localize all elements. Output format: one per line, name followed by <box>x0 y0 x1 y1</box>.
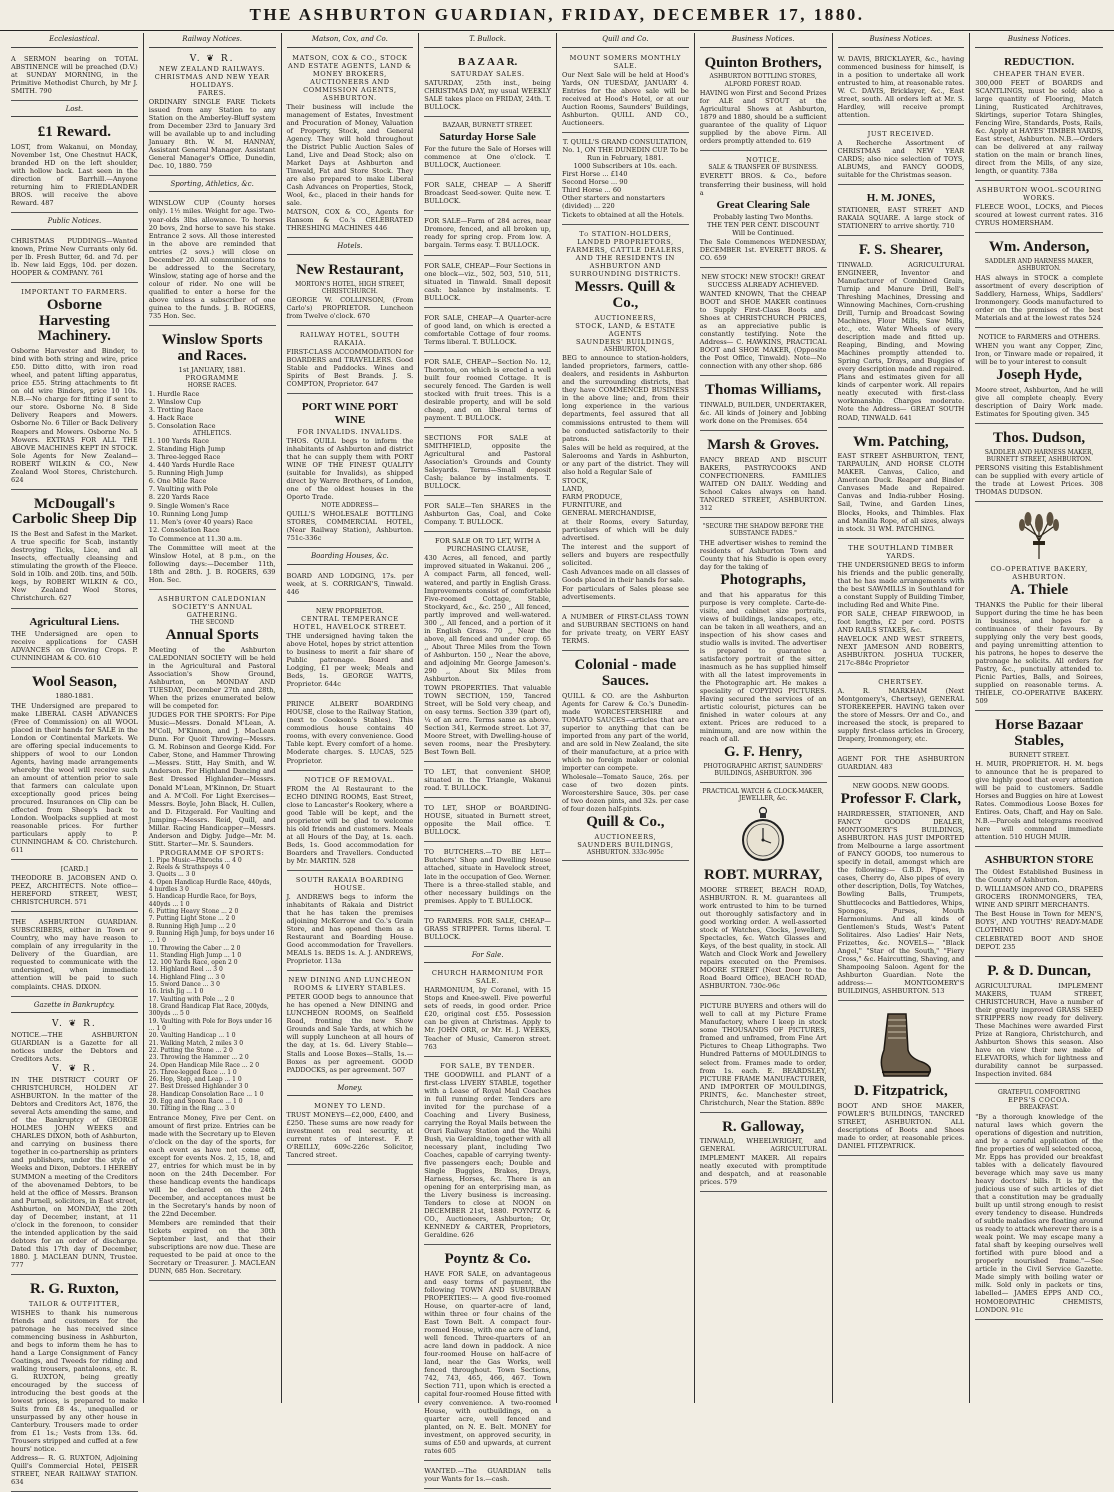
ad-matson: MATSON, COX & CO., STOCK AND ESTATE AGENTS, LAND & MONEY BROKERS, AUCTIONEERS AND COMMISSION AGENTS, ASHBURTON. Their business will include the management of Estates, Investment and Procuration of Money, Valuation of Property, Stock, and General Agency. They will hold throughout the District Public Auction Sales of Land, Live and Dead Stock; also on Market Days at Ashburton and Tinwald, Fat and Store Stock. They are also prepared to make Liberal Cash Advances on Properties, Stock, Wool, &c., placed in their hands for sale. MATSON, COX & CO., Agents for Ransom & Co.'s CELEBRATED THRESHING MACHINES 446 <box>287 51 414 239</box>
ad-shearer: F. S. Shearer, TINWALD. AGRICULTURAL ENGINEER, Inventor and Manufacturer of Combined Grain, Turnip and Manure Drill, Bell's Threshing Machines, Dressing and Winnowing Machines, Corn-crushing Drill, Turnip and Broadcast Sowing Machines, Flour Mills, Saw Mills, etc., etc. Water Wheels of every description made and fitted up. Reaping, Binding, and Mowing Machines promptly attended to. Spring Carts, Drays, and Buggies of every description made and repaired. Plans and estimates given for all kinds of carpenter work. All repairs neatly executed with first-class workmanship. Charges moderate. Note the Address— GREAT SOUTH ROAD, TINWALD. 641 <box>838 238 965 427</box>
list-item: Second Horse ... 90 <box>562 177 628 186</box>
list-item: 3. Three-legged Race <box>148 453 221 462</box>
ad-farmers: TO FARMERS. FOR SALE, CHEAP—GRASS STRIPPER. Terms liberal. T. BULLOCK. <box>424 913 551 947</box>
ad-puddings: CHRISTMAS PUDDINGS—Wanted known, Prime New Currants only 6d. per lb. Fresh Butter, 6d. and 7d. per lb. New laid Eggs, 10d. per dozen. HOOPER & COMPANY. 761 <box>11 233 138 283</box>
ad-anderson: Wm. Anderson, SADDLER AND HARNESS MAKER, ASHBURTON. HAS always in STOCK a complete assortment of every description of Saddlery, Harness, Whips, Saddlers' Ironmongery. Goods manufactured to order on the premises of the best Materials and at the lowest rates 524 <box>975 235 1103 328</box>
ad-sermon: A SERMON bearing on TOTAL ABSTINENCE will be preached (D.V.) at SUNDAY MORNING, in the Primitive Methodist Church, by Mr J. SMITH. 790 <box>11 51 138 101</box>
ad-title: P. & D. Duncan, <box>987 963 1091 979</box>
ad-wool: Wool Season, 1880-1881. THE Undersigned are prepared to make LIBERAL CASH ADVANCES (Free of Commission) on all WOOL placed in their hands for SALE in the London or Continental Markets. We are offering special inducements to shippers of wool to our London Agents, having made arrangements whereby the wool will receive such an amount of attention prior to sale that farmers can calculate upon exceptionally good prices being procured. Insurances on Clip can be effected from Sheep's back to London. Woolpacks supplied at most reasonable prices. For further particulars apply to P. CUNNINGHAM & CO. Christchurch. 611 <box>11 670 138 860</box>
ad-poyntz: Poyntz & Co. HAVE FOR SALE, on advantageous and easy terms of payment, the following TOWN AND SUBURBAN PROPERTIES:— A good five-roomed House, on quarter-acre of land, within three or four chains of the East Town Belt. A compact four-roomed House, with one acre of land, well fenced. Three-quarters of an acre land down in paddock. A nice four-roomed House on half-acre of land, near the Gas Works, well fenced throughout. Town Sections, 742, 743, 465, 466, 467. Town Section 711, upon which is erected a capital four-roomed House fitted with every convenience. A two-roomed House, with outbuildings, on a quarter acre, well fenced and planted, on N. E. Belt. MONEY for investment, on approved security, in sums of £50 and upwards, at current rates 605 <box>424 1247 551 1460</box>
ad-harmonium: CHURCH HARMONIUM FOR SALE. HARMONIUM, by Coranel, with 15 Stops and Knee-swell. Five powerful sets of reeds, in good order. Price £20, original cost £55. Possession can be given at Christmas. Apply to Mr. JOHN ORR, or Mr. H. J. WEEKS, Teacher of Music, Cameron street. 763 <box>424 966 551 1056</box>
list-item: 27. Best Dressed Highlander 3 0 <box>148 1083 249 1091</box>
ad-wanted: WANTED.—The GUARDIAN tells your Wants for 1s.—cash. <box>424 1463 551 1489</box>
section-heading: T. Bullock. <box>424 33 551 48</box>
sports-list <box>149 857 276 1113</box>
list-item: 23. Throwing the Hammer ... 2 0 <box>148 1054 249 1062</box>
ad-jones: H. M. JONES, STATIONER, EAST STREET AND RAKAIA SQUARE. A large stock of STATIONERY to arrive shortly. 710 <box>838 187 965 236</box>
ad-for-sale: FOR SALE, CHEAP—Section No. 12, Thornton, on which is erected a well built four roomed Cottage. It is securely fenced. The Garden is well stocked with fruit trees. This is a desirable property, and will be sold cheap, and on liberal terms of payment. T. BULLOCK. <box>424 354 551 428</box>
ad-money: MONEY TO LEND. TRUST MONEYS—£2,000, £400, and £250. These sums are now ready for investment on real security, at current rates of interest. F. P. O'REILLY, 609c-226c Solicitor, Tancred street. <box>287 1099 414 1165</box>
ad-agent: AGENT FOR THE ASHBURTON GUARDIAN. 483 <box>838 751 965 777</box>
ad-williams: Thomas Williams, TINWALD, BUILDER, UNDERTAKER, &c. All kinds of Joinery and Jobbing work done on the Premises. 654 <box>700 378 827 431</box>
ad-title: F. S. Shearer, <box>858 242 943 259</box>
ad-echo: NOTICE OF REMOVAL. FROM the Al Restaurant to the ECHO DINING ROOMS, East Street, close to Lancaster's Rookery, where a good Table will be kept, and the proprietor will be glad to welcome his old friends and customers. Meals at all Hours of the Day, at 1s. each. Beds, 1s. Good accommodation for Boarders and Travellers. Conducted by Mr. MARTIN. 528 <box>287 773 414 871</box>
ad-reward: £1 Reward. LOST, from Wakanui, on Monday, November 1st, One Chestnut HACK, branded HD on the left shoulder, with hollow back. Last seen in the direction of Barrhill.—Anyone returning him to FRIEDLANDER BROS. will receive the above Reward. 487 <box>11 120 138 213</box>
ad-title: Colonial - made Sauces. <box>574 657 677 690</box>
list-item: 25. Three-legged Race ... 1 0 <box>148 1068 237 1076</box>
list-item: 18. Grand Handicap Flat Race, 200yds, 300yds ... 5 0 <box>148 1003 269 1018</box>
crest-icon: V. ❦ R. <box>189 53 235 64</box>
ad-architects: [CARD.] THEODORE B. JACOBSEN AND O. PEEZ, ARCHITECTS. Note office— HEREFORD STREET, WEST, CHRISTCHURCH. 571 <box>11 862 138 912</box>
ad-watchmaker: PRACTICAL WATCH & CLOCK-MAKER, JEWELLER, &c. ROBT. MURRAY, MOORE STREET, BEACH ROAD, ASHBURTON. R. M. guarantees all work entrusted to him to be turned out thoroughly satisfactory and in good working order. A well-assorted stock of Watches, Clocks, Jewellery, Spectacles, &c. Watch Glasses and Keys, of the best quality, in stock. All Watch and Clock Work and Jewellery repairs executed on the Premises. MOORE STREET (Next Door to the Road Board Office), BEACH ROAD, ASHBURTON. 730c-96c <box>700 785 827 997</box>
masthead: THE ASHBURTON GUARDIAN, FRIDAY, DECEMBER 17, 1880. <box>0 0 1114 31</box>
ad-for-sale: FOR SALE, CHEAP—A Quarter-acre of good land, on which is erected a comfortable Cottage of four rooms. Terms liberal. T. BULLOCK. <box>424 310 551 352</box>
boot-icon <box>866 1010 936 1080</box>
list-item: 2. Reels & Strathspeys 4 0 <box>148 864 230 872</box>
section-heading: Business Notices. <box>975 33 1103 48</box>
list-item: Third Horse ... 60 <box>562 186 622 194</box>
columns <box>6 33 1108 1487</box>
ad-title: Wool Season, <box>31 673 117 690</box>
list-item: 17. Vaulting with Pole ... 2 0 <box>148 995 235 1003</box>
list-item: 13. Highland Reel ... 3 0 <box>148 966 223 974</box>
column-6 <box>695 33 833 1403</box>
ad-title: Quinton Brothers, <box>704 54 822 71</box>
ad-mount-somers: MOUNT SOMERS MONTHLY SALE. Our Next Sale will be held at Hood's Yards, ON TUESDAY, JANUARY 4. Entries for the above sale will be received at Hood's Hotel, or at our Auction Rooms, Saunders' Buildings, Ashburton. QUILL AND CO., Auctioneers. <box>562 51 689 133</box>
list-item: 19. Vaulting with Pole for Boys under 16 ... 1 0 <box>148 1017 272 1032</box>
list-item: Other starters and nonstarters (divided) ... 220 <box>562 194 665 211</box>
list-item: 28. Handicap Consolation Race ... 1 0 <box>148 1090 264 1098</box>
ad-butchers: TO BUTCHERS.—TO BE LET—Butchers' Shop and Dwelling House attached, situate in Havelock street, late in the occupation of Geo. Werner. There is a three-stalled stable, and other necessary buildings on the premises. Apply to T. BULLOCK. <box>424 844 551 910</box>
ad-title: New Restaurant, <box>296 261 404 278</box>
sale-list <box>562 477 689 517</box>
ad-let: FOR SALE OR TO LET, WITH A PURCHASING CLAUSE, 430 Acres, all fenced, and partly improved situated in Wakanui. 206 ,, A compact Farm, all fenced, well-watered, and partly in English Grass. Improvements consist of comfortable Five-roomed Cottage, Stable, Stockyard, &c., &c. 250 ,, All fenced, partly improved and well-watered. 300 ,, All fenced, and a portion of it in English Grass. 70 ,, Near the above, all fenced and under crop. 65 ,, About Three Miles from the Town of Ashburton. 150 ,, Near the above, and adjoining Mr. George Jameson's. 290 ,, About Six Miles from Ashburton. TOWN PROPERTIES. That valuable TOWN SECTION, 159, Tancred Street, will be Sold very cheap, and on easy terms. Section 339 (part of), ¼ of an acre. Terms same as above. Section 341, Kermode street. Lot 37, Moore Street, with Dwelling-house of seven rooms, near the Presbytery. Best Town Bell. <box>424 534 551 762</box>
ad-title: A. Thiele <box>1010 582 1069 599</box>
ad-temperance: NEW PROPRIETOR. CENTRAL TEMPERANCE HOTEL, HAVELOCK STREET. THE undersigned having taken the above Hotel, hopes by strict attention to business to merit a fair share of Public patronage. Board and Lodging, £1 per week; Meals and Beds, 1s. GEORGE WATTS, Proprietor. 644c <box>287 604 414 694</box>
list-item: STOCK, <box>562 476 589 485</box>
ad-osborne: IMPORTANT TO FARMERS. Osborne Harvesting Machinery. Osborne Harvester and Binder, to bind with both string and wire, price £50. Ditto ditto, with iron road wheel, and patent lifting apparatus, price £55. String attachments to fit on old wire Binders, price 10 10s. N.B.—No charge for fitting if sent to our store. Osborne No. 8 Side Delivery Reapers and Mowers. Osborne No. 6 Tiller or Back Delivery Reapers and Mowers. Osborne No. 5 Mowers. EXTRAS FOR ALL THE ABOVE MACHINES KEPT IN STOCK. Sole Agents for New Zealand— ROBERT WILKIN & CO., New Zealand Wool Stores, Christchurch. 624 <box>11 285 138 490</box>
list-item: 3. Quoits ... 3 0 <box>148 871 196 879</box>
section-heading: Hotels. <box>287 240 414 255</box>
ad-to-let: TO LET, SHOP or BOARDING-HOUSE, situated in Burnett street, opposite the Mail office. T. BULLOCK. <box>424 800 551 842</box>
ad-to-let: TO LET, that convenient SHOP, situated in the Triangle, Wakanui road. T. BULLOCK. <box>424 764 551 798</box>
ad-epps: GRATEFUL COMFORTING EPPS'S COCOA. BREAKFAST. "By a thorough knowledge of the natural laws which govern the operations of digestion and nutrition, and by a careful application of the fine properties of well selected cocoa, Mr. Epps has provided our breakfast tables with a delicately flavoured beverage which may save us many heavy doctors' bills. It is by the judicious use of such articles of diet that a constitution may be gradually built up until strong enough to resist every tendency to disease. Hundreds of subtle maladies are floating around us ready to attack wherever there is a weak point. We may escape many a fatal shaft by keeping ourselves well fortified with pure blood and a properly nourished frame."—See article in the Civil Service Gazette. Made simply with boiling water or milk. Sold only in packets or tins, labelled— JAMES EPPS AND CO., HOMOEOPATHIC CHEMISTS, LONDON. 91c <box>975 1086 1103 1319</box>
ad-for-sale: SECTIONS FOR SALE at SMITHFIELD, opposite the Agricultural and Pastoral Association's Grounds and County Saleyards. Terms—Small deposit Cash; balance by instalments. T. BULLOCK. <box>424 430 551 496</box>
list-item: 5. Running High Jump <box>148 469 224 478</box>
list-item: 9. Running High Jump, for boys under 16 ... 1 0 <box>148 929 275 945</box>
ad-marsh: Marsh & Groves. FANCY BREAD AND BISCUIT BAKERS, PASTRYCOOKS AND CONFECTIONERS. FAMILIES WAITED ON DAILY. Wedding and School Cakes always on hand. TANCRED STREET, ASHBURTON. 312 <box>700 433 827 518</box>
section-heading: Matson, Cox, and Co. <box>287 33 414 48</box>
crest-icon: V. ❦ R. <box>52 1019 97 1030</box>
list-item: 5. Consolation Race <box>148 421 216 430</box>
ad-received: JUST RECEIVED. A Recherche Assortment of CHRISTMAS and NEW YEAR CARDS; also nice selection of TOYS, ALBUMS, and FANCY GOODS, suitable for the Christmas season. <box>838 127 965 185</box>
ad-winslow-sports: Winslow Sports and Races. 1st JANUARY, 1881. PROGRAMME HORSE RACES. 1. Hurdle Race 2. Winslow Cup 3. Trotting Race 4. Hack Race 5. Consolation Race ATHLETICS. 1. 100 Yards Race 2. Standing High Jump 3. Three-legged Race 4. 440 Yards Hurdle Race 5. Running High Jump 6. One Mile Race 7. Vaulting with Pole 8. 220 Yards Race 9. Single Women's Race 10. Running Long Jump 11. Men's (over 40 years) Race 12. Consolation Race To Commence at 11.30 a.m. The Committee will meet at the Winslow Hotel, at 8 p.m., on the following days:—December 11th, 18th and 28th. J. B. ROGERS, 639 Hon. Sec. <box>149 328 276 590</box>
list-item: 11. Standing High Jump ... 1 0 <box>148 951 242 959</box>
ad-title: Thomas Williams, <box>705 382 822 399</box>
ad-title: Thos. Dudson, <box>993 429 1086 446</box>
column-4 <box>419 33 557 1483</box>
ad-title: PORT WINE PORT WINE <box>301 401 398 426</box>
ad-horse-bazaar: Horse Bazaar Stables, BURNETT STREET. H. MUIR, PROPRIETOR. H. M. begs to announce that he is prepared to give highly good that every attention will be paid to customers. Saddle Horses and Buggies on hire at Lowest Rates. Commodious Loose Boxes for Entires. Oats, Chaff, and Hay on Sale. N.B.—Parcels and telegrams received here will command immediate attention. 510 HUGH MUIR. <box>975 713 1103 846</box>
section-heading: Business Notices. <box>700 33 827 48</box>
list-item: 8. Running High Jump ... 2 0 <box>148 922 236 930</box>
list-item: 16. Irish Jig ... 1 0 <box>148 988 204 996</box>
list-item: 6. One Mile Race <box>148 477 207 486</box>
ad-title: Marsh & Groves. <box>707 437 820 454</box>
ad-everett: NOTICE. SALE & TRANSFER OF BUSINESS. EVERETT BROS. & Co., before transferring their business, will hold a Great Clearing Sale Probably lasting Two Months. THE TEN PER CENT. DISCOUNT Will be Continued. The Sale Commences WEDNESDAY, DECEMBER 1st. EVERETT BROS. & CO. 659 <box>700 153 827 268</box>
list-item: 26. Hop, Step, and Leap ... 1 0 <box>148 1076 242 1084</box>
ad-pictures: PICTURE BUYERS and others will do well to call at my Picture Frame Manufactory, where I keep in stock some THOUSANDS OF PICTURES, framed and unframed, from Fine Art Pictures to Cheap Lithographs. Two Hundred Patterns of MOULDINGS to select from. Frames made to order, from 1s. each. E. BEARDSLEY, PICTURE FRAME MANUFACTURER, AND IMPORTER OF MOULDINGS, PRINTS, &c. Manchester street, Christchurch, Near the Station. 889c <box>700 998 827 1112</box>
ad-title: ASHBURTON STORE <box>984 853 1094 866</box>
section-heading: Money. <box>287 1082 414 1097</box>
ad-hawkins: NEW STOCK! NEW STOCK!! GREAT SUCCESS ALREADY ACHIEVED. WANTED KNOWN, That the CHEAP BOOT and SHOE MAKER continues to Supply First-Class Boots and Shoes at CHRISTCHURCH PRICES, as an appreciative public is constantly testifying. Note the Address— C. HAWKINS, PRACTICAL BOOT and SHOE MAKER, (Opposite the Post Office, Tinwald). Note—No connection with any other shop. 686 <box>700 270 827 376</box>
ad-consultation: T. QUILL'S GRAND CONSULTATION, No. 1, ON THE DUNEDIN CUP. To be Run in February, 1881. 1000 Subscribers at 10s. each. First Horse ... £140 Second Horse ... 90 Third Horse ... 60 Other starters and nonstarters (divided) ... 220 Tickets to obtained at all the Hotels. <box>562 135 689 225</box>
ad-title: Wm. Anderson, <box>988 239 1090 256</box>
ad-tender: FOR SALE, BY TENDER. THE GOODWILL and PLANT of a first-class LIVERY STABLE, together with a Lease of Royal Mail Coaches in full running order. Tenders are invited for the purchase of a Coaching and Livery Business, carrying the Royal Mails between the Orari Railway Station and the Waihi Bush, via Geraldine, together with all necessary plant, including Two Coaches, capable of carrying twenty-five passengers each; Double and Single Buggies, Brakes, Drays, Harness, Horses, &c. There is an opening for an enterprising man, as the Livery business is increasing. Tenders to close at NOON on DECEMBER 21st, 1880. POYNTZ & CO., Auctioneers, Ashburton; Or, KENNEDY & CARTER, Proprietors, Geraldine. 626 <box>424 1059 551 1246</box>
column-2 <box>144 33 282 1403</box>
ad-liens: Agricultural Liens. THE Undersigned are open to receive applications for CASH ADVANCES on Growing Crops. P. CUNNINGHAM & CO. 610 <box>11 611 138 668</box>
ad-port-wine: PORT WINE PORT WINE FOR INVALIDS. INVALIDS. THOS. QUILL begs to inform the inhabitants of Ashburton and district that he can supply them with PORT WINE OF THE FINEST QUALITY (suitable for Invalids), as shipped direct by Warre Brothers, of London, one of the oldest houses in the Oporto Trade. NOTE ADDRESS— QUILL'S WHOLESALE BOTTLING STORES, COMMERCIAL HOTEL, (Near Railway Station), Ashburton. 751c-336c <box>287 396 414 548</box>
ad-title: Quill & Co., <box>586 814 665 831</box>
ad-sections: A NUMBER of FIRST-CLASS TOWN and SUBURBAN SECTIONS on hand for private treaty, on VERY EASY TERMS. <box>562 609 689 651</box>
ad-title: Joseph Hyde, <box>996 366 1083 383</box>
section-heading: Sporting, Athletics, &c. <box>149 178 276 193</box>
list-item: LAND, <box>562 484 585 493</box>
ad-photographs: "SECURE THE SHADOW BEFORE THE SUBSTANCE FADES." THE advertiser wishes to remind the residents of Ashburton Town and County that his Studio is open every day for the taking of Photographs, and that his apparatus for this purpose is very complete. Carte-de-visite, and cabinet size portraits, views of buildings, landscapes, etc., can be taken in all weathers, and an inspection of his show cases and studio walls is invited. The advertiser is prepared to guarantee a satisfactory portrait of the sitter, inasmuch as he has supplied himself with all the latest improvements in the Photographic art. He makes a speciality of COPYING PICTURES. Having secured the services of an artistic colourist, pictures can be finished in water colours at any extent. Prices are reduced to a minimum, and are now within the reach of all. G. F. Henry, PHOTOGRAPHIC ARTIST, SAUNDERS' BUILDINGS, ASHBURTON. 396 <box>700 520 827 782</box>
list-item: 5. Handicap Hurdle Race, for Boys, 440yds ... 1 0 <box>148 893 257 908</box>
ad-title: Osborne Harvesting Machinery. <box>37 296 111 345</box>
events-list <box>149 437 276 533</box>
section-heading: Railway Notices. <box>149 33 276 48</box>
column-1 <box>6 33 144 1487</box>
ad-title: Great Clearing Sale <box>716 198 810 211</box>
ad-title: McDougall's Carbolic Sheep Dip <box>11 495 137 528</box>
list-item: 10. Throwing the Caber ... 2 0 <box>148 944 241 952</box>
ad-fitzpatrick: D. Fitzpatrick, BOOT AND SHOE MAKER, FOWLER'S BUILDINGS, TANCRED STREET, ASHBURTON. ALL descriptions of Boots and Shoes made to order, at reasonable prices. DANIEL FITZPATRICK. <box>838 1003 965 1156</box>
list-item: GENERAL MERCHANDISE, <box>562 508 657 517</box>
ad-sauces: Colonial - made Sauces. QUILL & CO. are the Ashburton Agents for Carew & Co.'s Dunedin-made WORCESTERSHIRE and TOMATO SAUCES—articles that are superior to anything that can be imported from any part of the world, and are sold in New Zealand, the site of their manufacture, at a price with which no foreign maker or colonial importer can compete. Wholesale—Tomato Sauce, 26s. per case of two dozen pints. Worcestershire Sauce, 30s. per case of two dozen pints, and 32s. per case of four dozen half-pints. Quill & Co., AUCTIONEERS, SAUNDERS BUILDINGS, ASHBURTON. 333c-995c <box>562 653 689 861</box>
ad-title: Professor F. Clark, <box>840 791 962 808</box>
ad-title: Annual Sports <box>165 627 259 644</box>
ad-title: £1 Reward. <box>37 124 112 141</box>
ad-store: ASHBURTON STORE The Oldest Established Business in the County of Ashburton. D. WILLIAMSON AND CO., DRAPERS GROCERS IRONMONGERS, TEA, WINE AND SPIRIT MERCHANTS. The Best House in Town for MEN'S, BOYS', AND YOUTHS' READY-MADE CLOTHING CELEBRATED BOOT AND SHOE DEPOT. 235 <box>975 849 1103 957</box>
list-item: 8. 220 Yards Race <box>148 493 210 502</box>
list-item: 29. Egg and Spoon Race ... 1 0 <box>148 1098 243 1106</box>
section-heading: Lost. <box>11 103 138 118</box>
ad-rakaia: SOUTH RAKAIA BOARDING HOUSE. J. ANDREWS begs to inform the inhabitants of Rakaia and District that he has taken the premises adjoining McKerrow and Co.'s Grain Store, and has opened them as a Restaurant and Boarding House. Good accommodation for Travellers. MEALS 1s. BEDS 1s. A. J. ANDREWS, Proprietor. 113a <box>287 873 414 971</box>
list-item: 4. 440 Yards Hurdle Race <box>148 461 235 470</box>
list-item: 4. Open Handicap Hurdle Race, 440yds, 4 hurdles 3 0 <box>148 878 272 894</box>
wheat-sheaf-icon <box>1016 511 1062 561</box>
ad-quill-main: To STATION-HOLDERS, LANDED PROPRIETORS, FARMERS, CATTLE DEALERS, AND THE RESIDENTS IN ASHBURTON AND SURROUNDING DISTRICTS. Messrs. Quill & Co., AUCTIONEERS, STOCK, LAND, & ESTATE AGENTS SAUNDERS' BUILDINGS, ASHBURTON, BEG to announce to station-holders, landed proprietors, farmers, cattle-dealers, and residents in Ashburton and the surrounding districts, that they have COMMENCED BUSINESS in the above line; and, from their long experience in the various departments, feel assured that all commissions entrusted to them will be conducted satisfactorily to their patrons. Sales will be held as required, at the Salerooms and Yards in Ashburton, or any part of the district. They will also hold a Regular Sale of STOCK, LAND, FARM PRODUCE, FURNITURE, and GENERAL MERCHANDISE, at their Rooms, every Saturday, particulars of which will be duly advertised. The interest and the support of sellers and buyers are respectfully solicited. Cash Advances made on all classes of Goods placed in their hands for sale. For particulars of Sales please see advertisements. <box>562 227 689 607</box>
section-heading: Business Notices. <box>838 33 965 48</box>
ad-title: G. F. Henry, <box>724 744 803 761</box>
ad-mcdougall: McDougall's Carbolic Sheep Dip IS the Best and Safest in the Market. A true specific for Scab, instantly destroying Ticks, Lice, and all Insects, effectually cleansing and stimulating the growth of the Fleece. Sold in 10lb. and 20lb. tins, and 50lb. kegs, by ROBERT WILKIN & CO., New Zealand Wool Stores, Christchurch. 627 <box>11 492 138 609</box>
ad-for-sale: FOR SALE, CHEAP—Four Sections in one block—viz., 502, 503, 510, 511, situated in Tinwald. Small deposit cash: balance by instalments. T. BULLOCK. <box>424 258 551 308</box>
ad-dudson: Thos. Dudson, SADDLER AND HARNESS MAKER, BURNETT STREET, ASHBURTON. PERSONS visiting this Establishment can be supplied with every article of the trade at Lowest Prices. 308 THOMAS DUDSON. <box>975 426 1103 503</box>
ad-board: BOARD AND LODGING, 17s. per week, at S. CORRIGAN'S, Tinwald. 446 <box>287 568 414 602</box>
list-item: 1. Hurdle Race <box>148 389 200 398</box>
list-item: 1. Pipe Music—Pibrochs ... 4 0 <box>148 856 242 864</box>
races-list <box>149 390 276 430</box>
section-heading: Quill and Co. <box>562 33 689 48</box>
list-item: 11. Men's (over 40 years) Race <box>148 517 253 526</box>
ad-title: Winslow Sports and Races. <box>161 331 263 364</box>
section-heading: Gazette in Bankruptcy. <box>11 999 138 1014</box>
ad-reduction: REDUCTION. CHEAPER THAN EVER. 300,000 FEET of BOARDS and SCANTLINGS, must be sold; also a large quantity of Flooring, Match Lining, Rusticated Architraves, Skirtings, superior Totara Shingles, Fencing Wire, Standards, Posts, Rails, &c. Apply at HAYES' TIMBER YARDS, East street, Ashburton. N.B.—Orders can be delivered at any railway station on the main or branch lines, direct from the Mills, of any size, length, or quantity. 738a <box>975 51 1103 182</box>
list-item: 2. Winslow Cup <box>148 397 201 406</box>
list-item: 20. Vaulting Handicap ... 1 0 <box>148 1032 236 1040</box>
list-item: 6. Putting Heavy Stone ... 2 0 <box>148 907 239 915</box>
list-item: 30. Tilting in the Ring ... 3 0 <box>148 1105 235 1113</box>
list-item: FURNITURE, and <box>562 500 622 509</box>
section-heading: Public Notices. <box>11 215 138 230</box>
ad-title: R. Galloway, <box>722 1118 805 1135</box>
list-item: 21. Walking Match, 2 miles 3 0 <box>148 1039 244 1047</box>
column-7 <box>833 33 971 1403</box>
list-item: 9. Single Women's Race <box>148 501 229 510</box>
ad-wool-scouring: ASHBURTON WOOL-SCOURING WORKS. FLEECE WOOL, LOCKS, and Pieces scoured at lowest current rates. 316 CYRUS HOMERSHAM. <box>975 183 1103 233</box>
list-item: First Horse ... £140 <box>562 169 628 178</box>
list-item: 4. Hack Race <box>148 413 194 422</box>
ad-bazaar: B A Z A A R. SATURDAY SALES. SATURDAY, 25th inst., being CHRISTMAS DAY, my usual WEEKLY SALE takes place on FRIDAY, 24th. T. BULLOCK. <box>424 51 551 117</box>
ad-title: D. Fitzpatrick, <box>854 1082 948 1099</box>
ad-quinton: Quinton Brothers, ASHBURTON BOTTLING STORES, ALFORD FOREST ROAD. HAVING won First and Second Prizes for ALE and STOUT at the Agricultural Shows at Ashburton, 1879 and 1880, should be a sufficient guarantee of the quality of Liquor supplied by the above Firm. All orders promptly attended to. 619 <box>700 51 827 152</box>
ad-horse-sale: BAZAAR, BURNETT STREET. Saturday Horse Sale For the future the Sale of Horses will commence at One o'clock. T. BULLOCK, Auctioneer. <box>424 119 551 176</box>
ad-gazette: V. ❦ R. NOTICE.—THE ASHBURTON GUARDIAN is a Gazette for all notices under the Debtors and Creditors Acts. V. ❦ R. IN THE DISTRICT COURT OF CHRISTCHURCH, HOLDEN AT ASHBURTON. In the matter of the Debtors and Creditors Act, 1876, the several Acts amending the same, and of the Bankruptcy of GEORGE HOLMES JOHN WEEKS and CHARLES DIXON, both of Ashburton, and carrying on business there together in co-partnership as printers and publishers, under the style of Weeks and Dixon, Debtors. I HEREBY SUMMON a meeting of the Creditors of the abovenamed Debtors, to be held at the office of Messrs. Branson and Purnell, solicitors, in East street, Ashburton, on MONDAY, the 20th day of December, instant, at 11 o'clock in the forenoon, to consider the intended application by the said debtors for an order of discharge. Dated this 17th day of December, 1880. J. MACLEAN DUNN, Trustee. 777 <box>11 1016 138 1275</box>
ad-title: Saturday Horse Sale <box>439 131 536 144</box>
ad-title: Poyntz & Co. <box>444 1251 531 1268</box>
section-heading: Ecclesiastical. <box>11 33 138 48</box>
ad-prince-albert: PRINCE ALBERT BOARDING HOUSE, close to the Railway Station, (next to Cookson's Stables). This commodious house contains 40 rooms, with every convenience. Good Table kept. Every comfort of a home. Moderate charges. S. LUCAS, 525 Proprietor. <box>287 696 414 770</box>
ad-railways: V. ❦ R. NEW ZEALAND RAILWAYS. CHRISTMAS AND NEW YEAR HOLIDAYS. FARES. ORDINARY SINGLE FARE Tickets issued from any Station to any Station on the Amberley-Bluff system from December 23rd to January 3rd will be available up to and including January 8th. W. M. HANNAY, Assistant General Manager. Assistant General Manager's Office, Dunedin, Dec. 10, 1880. 759 <box>149 51 276 176</box>
list-item: 12. 100 Yards Race, open 2 0 <box>148 959 238 967</box>
ad-railway-hotel: RAILWAY HOTEL, SOUTH RAKAIA. FIRST-CLASS ACCOMMODATION for BOARDERS and TRAVELLERS. Good Stable and Paddocks. Wines and Spirits of Best Brands. J. S. COMPTON, Proprietor. 647 <box>287 328 414 394</box>
list-item: 22. Putting the Stone ... 2 0 <box>148 1046 233 1054</box>
ad-dining: NEW DINING AND LUNCHEON ROOMS & LIVERY STABLES. PETER GOOD begs to announce that he has opened a New DINING and LUNCHEON ROOMS, on Sealfield Road, fronting the new Show Grounds and Sale Yards, at which he will supply Luncheon at all hours of the day, at 1s. 6d. Livery Stable—Stalls and Loose Boxes—Stalls, 1s.—Boxes as per agreement. GOOD PADDOCKS, as per agreement. 507 <box>287 973 414 1079</box>
ad-for-sale: FOR SALE—Ten SHARES in the Ashburton Gas, Coal, and Coke Company. T. BULLOCK. <box>424 498 551 532</box>
ad-caledonian: ASHBURTON CALEDONIAN SOCIETY'S ANNUAL GATHERING. THE SECOND Annual Sports Meeting of the Ashburton CALEDONIAN SOCIETY will be held in the Agricultural and Pastoral Association's Show Ground, Ashburton, on MONDAY AND TUESDAY, December 27th and 28th, When the prizes enumerated below will be competed for. JUDGES FOR THE SPORTS: For Pipe Music—Messrs. Donald M'Lean, A. M'Coll, M'Kinnon, and J. MacLean Dunn. For Quoit Throwing—Messrs. G. M. Robinson and George Kidd. For Caber, Stone, and Hammer Throwing—Messrs. Stitt, Hay Smith, and W. Anderson. For Highland Dancing and Best Dressed Highlander—Messrs. Donald M'Lean, M'Kinnon, Dr. Stuart and A. M'Coll. For Light Exercises—Messrs. Boyle, John Black, H. Cullen, and D. Fitzgerald. For Vaulting and Jumping—Messrs. Reid, Quill, and Millar. Racing Handicapper—Messrs. Anderson and Digby. Judge—Mr. M. Stitt. Starter—Mr. S. Saunders. PROGRAMME OF SPORTS: 1. Pipe Music—Pibrochs ... 4 0 2. Reels & Strathspeys 4 0 3. Quoits ... 3 0 4. Open Handicap Hurdle Race, 440yds, 4 hurdles 3 0 5. Handicap Hurdle Race, for Boys, 440yds ... 1 0 6. Putting Heavy Stone ... 2 0 7. Putting Light Stone ... 2 0 8. Running High Jump ... 2 0 9. Running High Jump, for boys under 16 ... 1 0 10. Throwing the Caber ... 2 0 11. Standing High Jump ... 1 0 12. 100 Yards Race, open 2 0 13. Highland Reel ... 3 0 14. Highland Fling ... 3 0 15. Sword Dance ... 3 0 16. Irish Jig ... 1 0 17. Vaulting with Pole ... 2 0 18. Grand Handicap Flat Race, 200yds, 300yds ... 5 0 19. Vaulting with Pole for Boys under 16 ... 1 0 20. Vaulting Handicap ... 1 0 21. Walking Match, 2 miles 3 0 22. Putting the Stone ... 2 0 23. Throwing the Hammer ... 2 0 24. Open Handicap Mile Race ... 2 0 25. Three-legged Race ... 1 0 26. Hop, Step, and Leap ... 1 0 27. Best Dressed Highlander 3 0 28. Handicap Consolation Race ... 1 0 29. Egg and Spoon Race ... 1 0 30. Tilting in the Ring ... 3 0 Entrance Money, Five per Cent. on amount of first prize. Entries can be made with the Secretary up to Eleven o'clock on the day of the sports, for each event as have not come off, except for events Nos. 2, 15, 18, and 27, entries for which must be in by noon on the 24th December. For these handicap events the handicaps will be declared on the 24th December, and acceptances must be in the Secretary's hands by noon of the 22nd December. Members are reminded that their tickets expired on the 30th September last, and that their subscriptions are now due. These are requested to be paid at once to the Secretary or Treasurer. J. MACLEAN DUNN, 685 Hon. Secretary. <box>149 592 276 1282</box>
ad-for-sale: FOR SALE, CHEAP — A Sheriff Broadcast Seed-sower. Quite new. T. BULLOCK. <box>424 177 551 211</box>
ad-duncan: P. & D. Duncan, AGRICULTURAL IMPLEMENT MAKERS, TUAM STREET, CHRISTCHURCH, Have a number of their greatly improved GRASS SEED STRIPPERS now ready for delivery. These Machines were awarded First Prize at Rangiora, Christchurch, and Ashburton Shows this season. Also have on view their new make of ELEVATORS, which for lightness and durability cannot be surpassed. Inspection invited. 684 <box>975 959 1103 1084</box>
ad-timber: THE SOUTHLAND TIMBER YARDS. THE UNDERSIGNED BEGS to inform his friends and the public generally, that he has made arrangements with the best SAWMILLS in Southland for a constant Supply of Building Timber, including Red and White Pine. FOR SALE, CHEAP FIREWOOD, in foot lengths, £2 per cord. POSTS AND RAILS STAKES, &c. HAVELOCK AND WEST STREETS, NEXT JAMESON AND ROBERTS, ASHBURTON. JOSHUA TUCKER, 217c-884c Proprietor <box>838 541 965 673</box>
ad-title: Messrs. Quill & Co., <box>574 279 676 312</box>
ad-ruxton: R. G. Ruxton, TAILOR & OUTFITTER, WISHES to thank his numerous friends and customers for the patronage he has received since commencing business in Ashburton, and begs to inform them he has to hand a Large Consignment of Fancy Coatings, and Tweeds for riding and walking trousers, pantaloons, etc. R. G. RUXTON, being greatly encouraged by the success of introducing the best goods at the lowest prices, is prepared to make Suits from £8 4s., unequalled or unsurpassed by any other house in Canterbury. Trousers made to order from £1 1s.; Vests from 13s. 6d. Trousers stripped and cuffed at a few hours' notice. Address— R. G. RUXTON, Adjoining Quill's Commercial Hotel, PEISER STREET, NEAR RAILWAY STATION. 634 <box>11 1277 138 1492</box>
ad-thiele: CO-OPERATIVE BAKERY, ASHBURTON. A. Thiele THANKS the Public for their liberal Support during the time he has been in business, and hopes for a continuance of their favours. By supplying only the very best goods, and paying unremitting attention to his patrons, he hopes to deserve the patronage he solicits. All orders for Pastry, &c., punctually attended to. Picnic Parties, Balls, and Soirees, supplied on reasonable terms. A. THIELE, CO-OPERATIVE BAKERY. 509 <box>975 504 1103 711</box>
column-3 <box>282 33 420 1403</box>
ad-title: H. M. JONES, <box>866 191 935 204</box>
ad-title: Wm. Patching, <box>853 433 949 450</box>
pocket-watch-icon <box>741 806 785 864</box>
list-item: 15. Sword Dance ... 3 0 <box>148 981 220 989</box>
ad-title: Agricultural Liens. <box>29 615 120 628</box>
list-item: 7. Vaulting with Pole <box>148 485 218 494</box>
crest-icon: V. ❦ R. <box>52 1064 97 1075</box>
ad-winslow-cup: WINSLOW CUP (County horses only). 1½ miles. Weight for age. Two-year-olds 3lbs allowance. To horses 20 bovs, 2nd horse to save his stake. Entrance 2 sovs. All those interested in the above are reminded that entries (2 sovs.) will close on December 20. All communications to be addressed to the Secretary, Winslow, stating age of horse and the colour of rider. No one will be qualified to enter a horse for the above unless a subscriber of one guinea to the funds. J. B. ROGERS, 735 Hon. Sec. <box>149 195 276 325</box>
ad-title: ROBT. MURRAY, <box>704 867 823 884</box>
ad-title: Photographs, <box>720 571 806 588</box>
ad-galloway: R. Galloway, TINWALD, WHEELWRIGHT, and GENERAL AGRICULTURAL IMPLEMENT MAKER. All repairs neatly executed with promptitude and despatch, and at reasonable prices. 579 <box>700 1115 827 1192</box>
column-5 <box>557 33 695 1403</box>
prizes-list <box>562 170 689 210</box>
list-item: 12. Consolation Race <box>148 525 220 534</box>
ad-clark: NEW GOODS. NEW GOODS. Professor F. Clark, HAIRDRESSER, STATIONER, AND FANCY GOODS DEALER, MONTGOMERY'S BUILDINGS, ASHBURTON. HAS JUST IMPORTED from Melbourne a large assortment of FANCY GOODS, too numerous to specify in detail, amongst which are the following:— G.B.D. Pipes, in cases, Cherry do, Also pipes of every other description, Dolls, Toy Watches, Bowling Balls, Trumpets, Shuttlecocks and Battledores, Whips, Sponges, Purses, Mouth Harmoniums. And all kinds of Gentlemen's Studs, West's Patent Solitaires. Also Ladies' Hair Nets, Frizettes, &c. NOVELS— "Black Angel," "Star of the South," "Fiery Cross," &c. Haircutting, Shaving, and Shampooing Saloon. Agent for the Ashburton Guardian. Note the address:— MONTGOMERY'S BUILDINGS, ASHBURTON. 513 <box>838 779 965 1001</box>
ad-markham: CHERTSEY. A. R. MARKHAM (Next Montgomery's, Chertsey), GENERAL STOREKEEPER. HAVING taken over the store of Messrs. Orr and Co., and increased the stock, is prepared to supply first-class articles in Grocery, Drapery, Ironmongery, etc. <box>838 675 965 749</box>
ad-title: R. G. Ruxton, <box>29 1280 119 1297</box>
list-item: 1. 100 Yards Race <box>148 437 210 446</box>
list-item: 7. Putting Light Stone ... 2 0 <box>148 915 236 923</box>
ad-davis: W. DAVIS, BRICKLAYER, &c., having commenced business for himself, is in a position to undertake all work entrusted to him, at reasonable rates. W. C. DAVIS, Bricklayer, &c., East street, south. All orders left at Mr. S. Hardley, will receive prompt attention. <box>838 51 965 125</box>
ad-hyde: NOTICE to FARMERS and OTHERS. WHEN you want any Copper, Zinc, Iron, or Tinware made or repaired, it will be to your interest to consult Joseph Hyde, Moore street, Ashburton, And he will give all complete cheaply. Every description of Dairy Work made. Estimates for Spouting given. 345 <box>975 330 1103 424</box>
ad-for-sale: FOR SALE—Farm of 284 acres, near Dromore, fenced, and all broken up, ready for spring crop. From low. A bargain. Terms easy. T. BULLOCK. <box>424 213 551 255</box>
ad-title: Horse Bazaar Stables, <box>995 717 1084 750</box>
list-item: 3. Trotting Race <box>148 405 204 414</box>
list-item: 24. Open Handicap Mile Race ... 2 0 <box>148 1061 260 1069</box>
ad-patching: Wm. Patching, EAST STREET ASHBURTON, TENT, TARPAULIN, AND HORSE CLOTH MAKER. Canvas, Calico, and American Duck. Reaper and Binder Canvases Made and Repaired. Canvas and India-rubber Hosing. Sail, Twine, and Garden Lines, Blocks, Hooks, and Thimbles. Flax and Manilla Rope, of all sizes, always in stock. 31 WM. PATCHING. <box>838 430 965 539</box>
ad-restaurant: New Restaurant, MORTON'S HOTEL, HIGH STREET, CHRISTCHURCH. GEORGE W. COLLINSON, (From Carlo's) PROPRIETOR. Luncheon from Twelve o'clock. 670 <box>287 258 414 326</box>
list-item: 2. Standing High Jump <box>148 445 226 454</box>
section-heading: For Sale. <box>424 949 551 964</box>
list-item: FARM PRODUCE, <box>562 492 623 501</box>
ad-guardian: THE ASHBURTON GUARDIAN. SUBSCRIBERS, either in Town or Country, who may have reason to complain of any irregularity in the Delivery of the Guardian, are requested to communicate with the undersigned, when immediate attention will be paid to such complaints. CHAS. DIXON. <box>11 914 138 996</box>
list-item: 10. Running Long Jump <box>148 509 228 518</box>
column-8 <box>970 33 1108 1403</box>
list-item: 14. Highland Fling ... 3 0 <box>148 973 225 981</box>
section-heading: Boarding Houses, &c. <box>287 550 414 565</box>
